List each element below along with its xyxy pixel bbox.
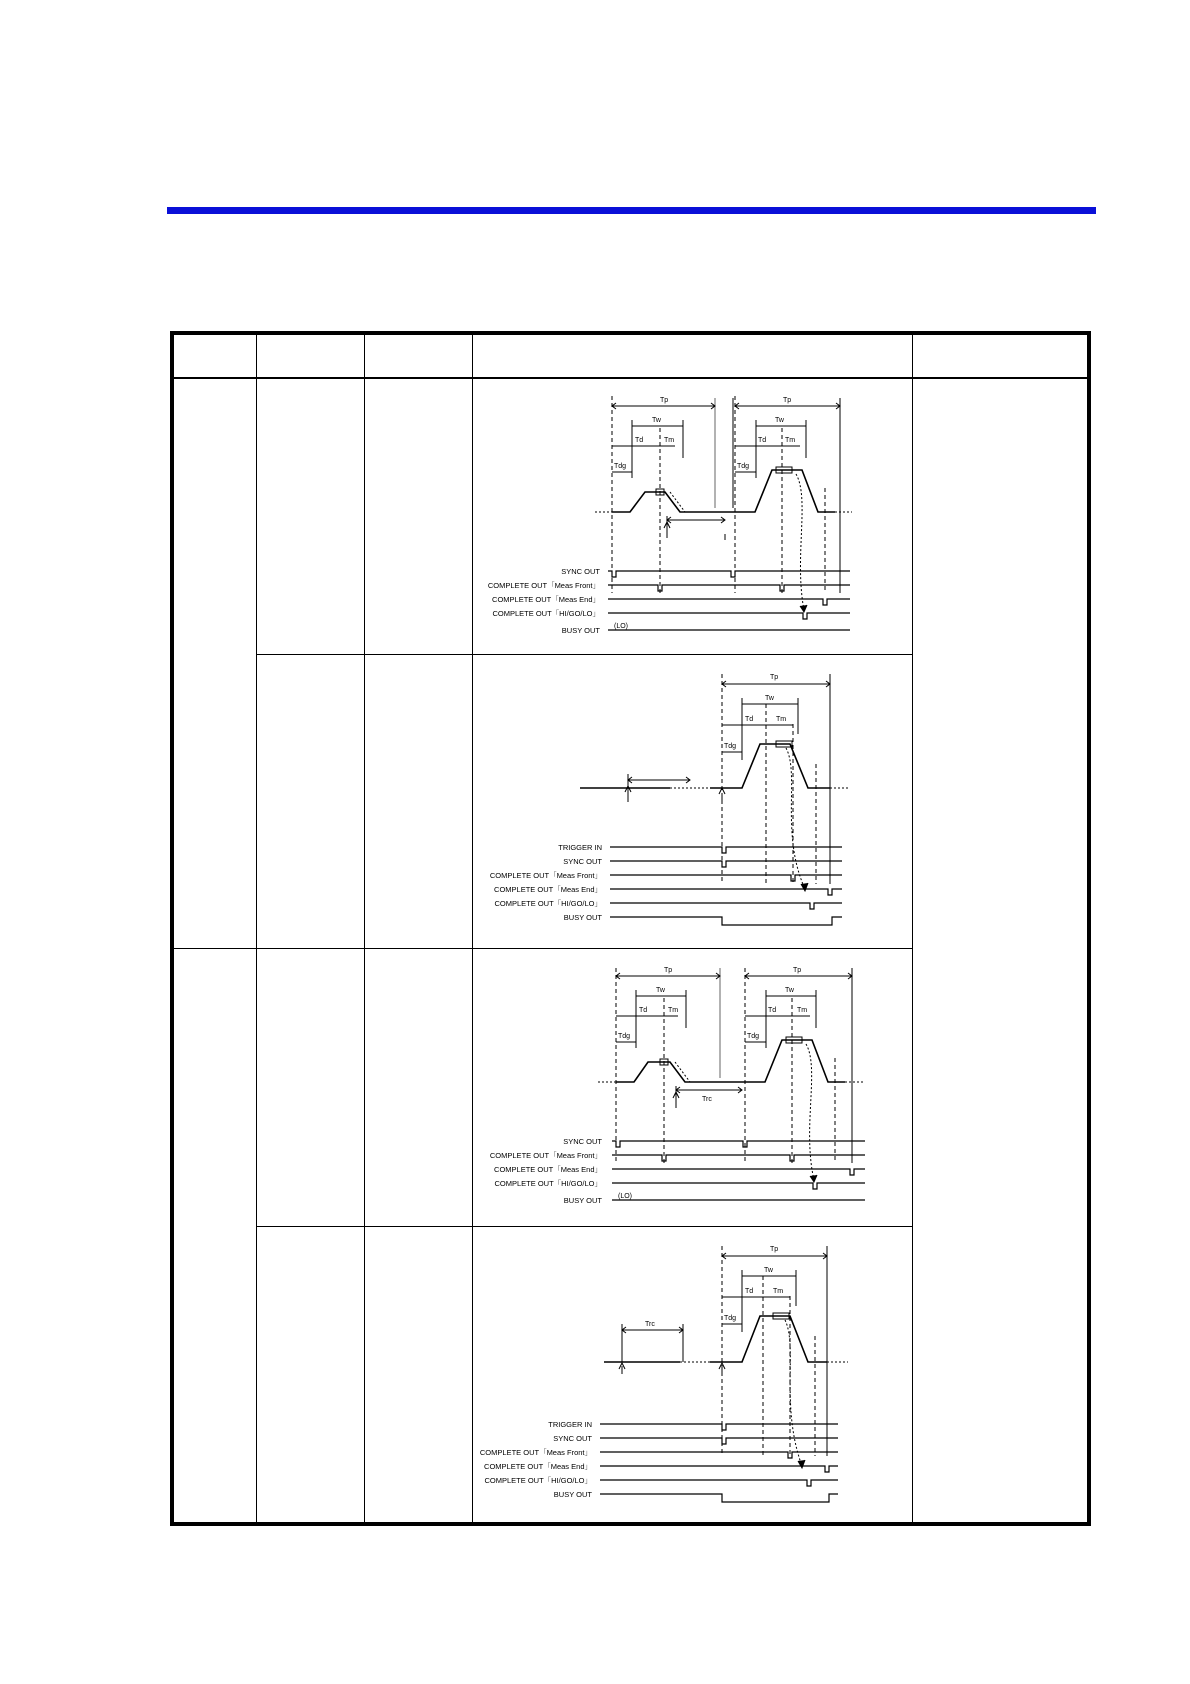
svg-text:Tm: Tm xyxy=(785,437,796,444)
svg-text:Tdg: Tdg xyxy=(614,463,627,470)
svg-text:Tp: Tp xyxy=(783,397,792,404)
row-divider-1 xyxy=(256,654,912,655)
svg-text:Tw: Tw xyxy=(765,695,774,702)
header-cell-5 xyxy=(913,335,1087,377)
svg-text:Td: Td xyxy=(639,1007,648,1014)
timing-diagram-external-trigger-recovery xyxy=(480,1236,860,1518)
svg-text:COMPLETE OUT「Meas Front」: COMPLETE OUT「Meas Front」 xyxy=(487,581,600,590)
svg-text:COMPLETE OUT「Meas End」: COMPLETE OUT「Meas End」 xyxy=(494,885,602,894)
svg-text:COMPLETE OUT「Meas Front」: COMPLETE OUT「Meas Front」 xyxy=(489,871,602,880)
svg-text:Tp: Tp xyxy=(660,397,669,404)
svg-text:Td: Td xyxy=(635,437,644,444)
svg-text:Tp: Tp xyxy=(770,1246,779,1253)
svg-text:Tp: Tp xyxy=(770,674,779,681)
table-header-divider xyxy=(170,377,1091,379)
svg-text:Tw: Tw xyxy=(775,417,784,424)
svg-text:Td: Td xyxy=(745,1288,754,1295)
svg-text:Td: Td xyxy=(758,437,767,444)
timing-diagram-free-run xyxy=(480,388,860,648)
svg-text:Trc: Trc xyxy=(645,1321,655,1328)
svg-text:COMPLETE OUT「Meas Front」: COMPLETE OUT「Meas Front」 xyxy=(480,1448,592,1457)
col-divider-3 xyxy=(472,331,473,1526)
svg-text:TRIGGER IN: TRIGGER IN xyxy=(548,1420,592,1429)
col-divider-2 xyxy=(364,331,365,1526)
svg-text:SYNC OUT: SYNC OUT xyxy=(563,1137,602,1146)
svg-text:BUSY OUT: BUSY OUT xyxy=(563,913,602,922)
svg-text:BUSY OUT: BUSY OUT xyxy=(553,1490,592,1499)
svg-text:COMPLETE OUT「HI/GO/LO」: COMPLETE OUT「HI/GO/LO」 xyxy=(492,609,600,618)
svg-text:BUSY OUT: BUSY OUT xyxy=(561,626,600,635)
svg-text:Tdg: Tdg xyxy=(724,1315,737,1322)
svg-text:Tdg: Tdg xyxy=(737,463,750,470)
svg-text:Td: Td xyxy=(768,1007,777,1014)
svg-text:TRIGGER IN: TRIGGER IN xyxy=(558,843,602,852)
busy-note: (LO) xyxy=(614,623,628,630)
col-divider-4 xyxy=(912,331,913,1526)
svg-text:Td: Td xyxy=(745,716,754,723)
svg-text:Tm: Tm xyxy=(668,1007,679,1014)
svg-text:Tp: Tp xyxy=(793,967,802,974)
row-divider-2 xyxy=(170,948,912,949)
svg-text:Tdg: Tdg xyxy=(618,1033,631,1040)
svg-text:COMPLETE OUT「HI/GO/LO」: COMPLETE OUT「HI/GO/LO」 xyxy=(494,899,602,908)
svg-text:Tw: Tw xyxy=(652,417,661,424)
signal-label: SYNC OUT xyxy=(561,567,600,576)
svg-text:Tm: Tm xyxy=(773,1288,784,1295)
header-cell-2 xyxy=(257,335,364,377)
svg-text:Tm: Tm xyxy=(797,1007,808,1014)
svg-text:COMPLETE OUT「Meas Front」: COMPLETE OUT「Meas Front」 xyxy=(489,1151,602,1160)
svg-text:Trc: Trc xyxy=(702,1096,712,1103)
svg-text:Tm: Tm xyxy=(664,437,675,444)
header-cell-3 xyxy=(365,335,472,377)
timing-diagram-external-trigger xyxy=(480,664,860,940)
svg-text:Tw: Tw xyxy=(764,1267,773,1274)
svg-text:BUSY OUT: BUSY OUT xyxy=(563,1196,602,1205)
svg-text:Tm: Tm xyxy=(776,716,787,723)
svg-text:Tdg: Tdg xyxy=(724,743,737,750)
svg-text:Tp: Tp xyxy=(664,967,673,974)
svg-text:COMPLETE OUT「Meas End」: COMPLETE OUT「Meas End」 xyxy=(494,1165,602,1174)
svg-text:Tw: Tw xyxy=(785,987,794,994)
timing-diagram-free-run-recovery xyxy=(480,958,880,1218)
svg-text:Tw: Tw xyxy=(656,987,665,994)
svg-text:SYNC OUT: SYNC OUT xyxy=(553,1434,592,1443)
col-divider-1 xyxy=(256,331,257,1526)
svg-text:Tdg: Tdg xyxy=(747,1033,760,1040)
svg-text:(LO): (LO) xyxy=(618,1193,632,1200)
svg-text:COMPLETE OUT「HI/GO/LO」: COMPLETE OUT「HI/GO/LO」 xyxy=(484,1476,592,1485)
header-rule xyxy=(167,207,1096,214)
svg-text:COMPLETE OUT「Meas End」: COMPLETE OUT「Meas End」 xyxy=(492,595,600,604)
svg-text:COMPLETE OUT「HI/GO/LO」: COMPLETE OUT「HI/GO/LO」 xyxy=(494,1179,602,1188)
row-divider-3 xyxy=(256,1226,912,1227)
svg-text:SYNC OUT: SYNC OUT xyxy=(563,857,602,866)
header-cell-4 xyxy=(473,335,912,377)
header-cell-1 xyxy=(174,335,256,377)
svg-text:COMPLETE OUT「Meas End」: COMPLETE OUT「Meas End」 xyxy=(484,1462,592,1471)
